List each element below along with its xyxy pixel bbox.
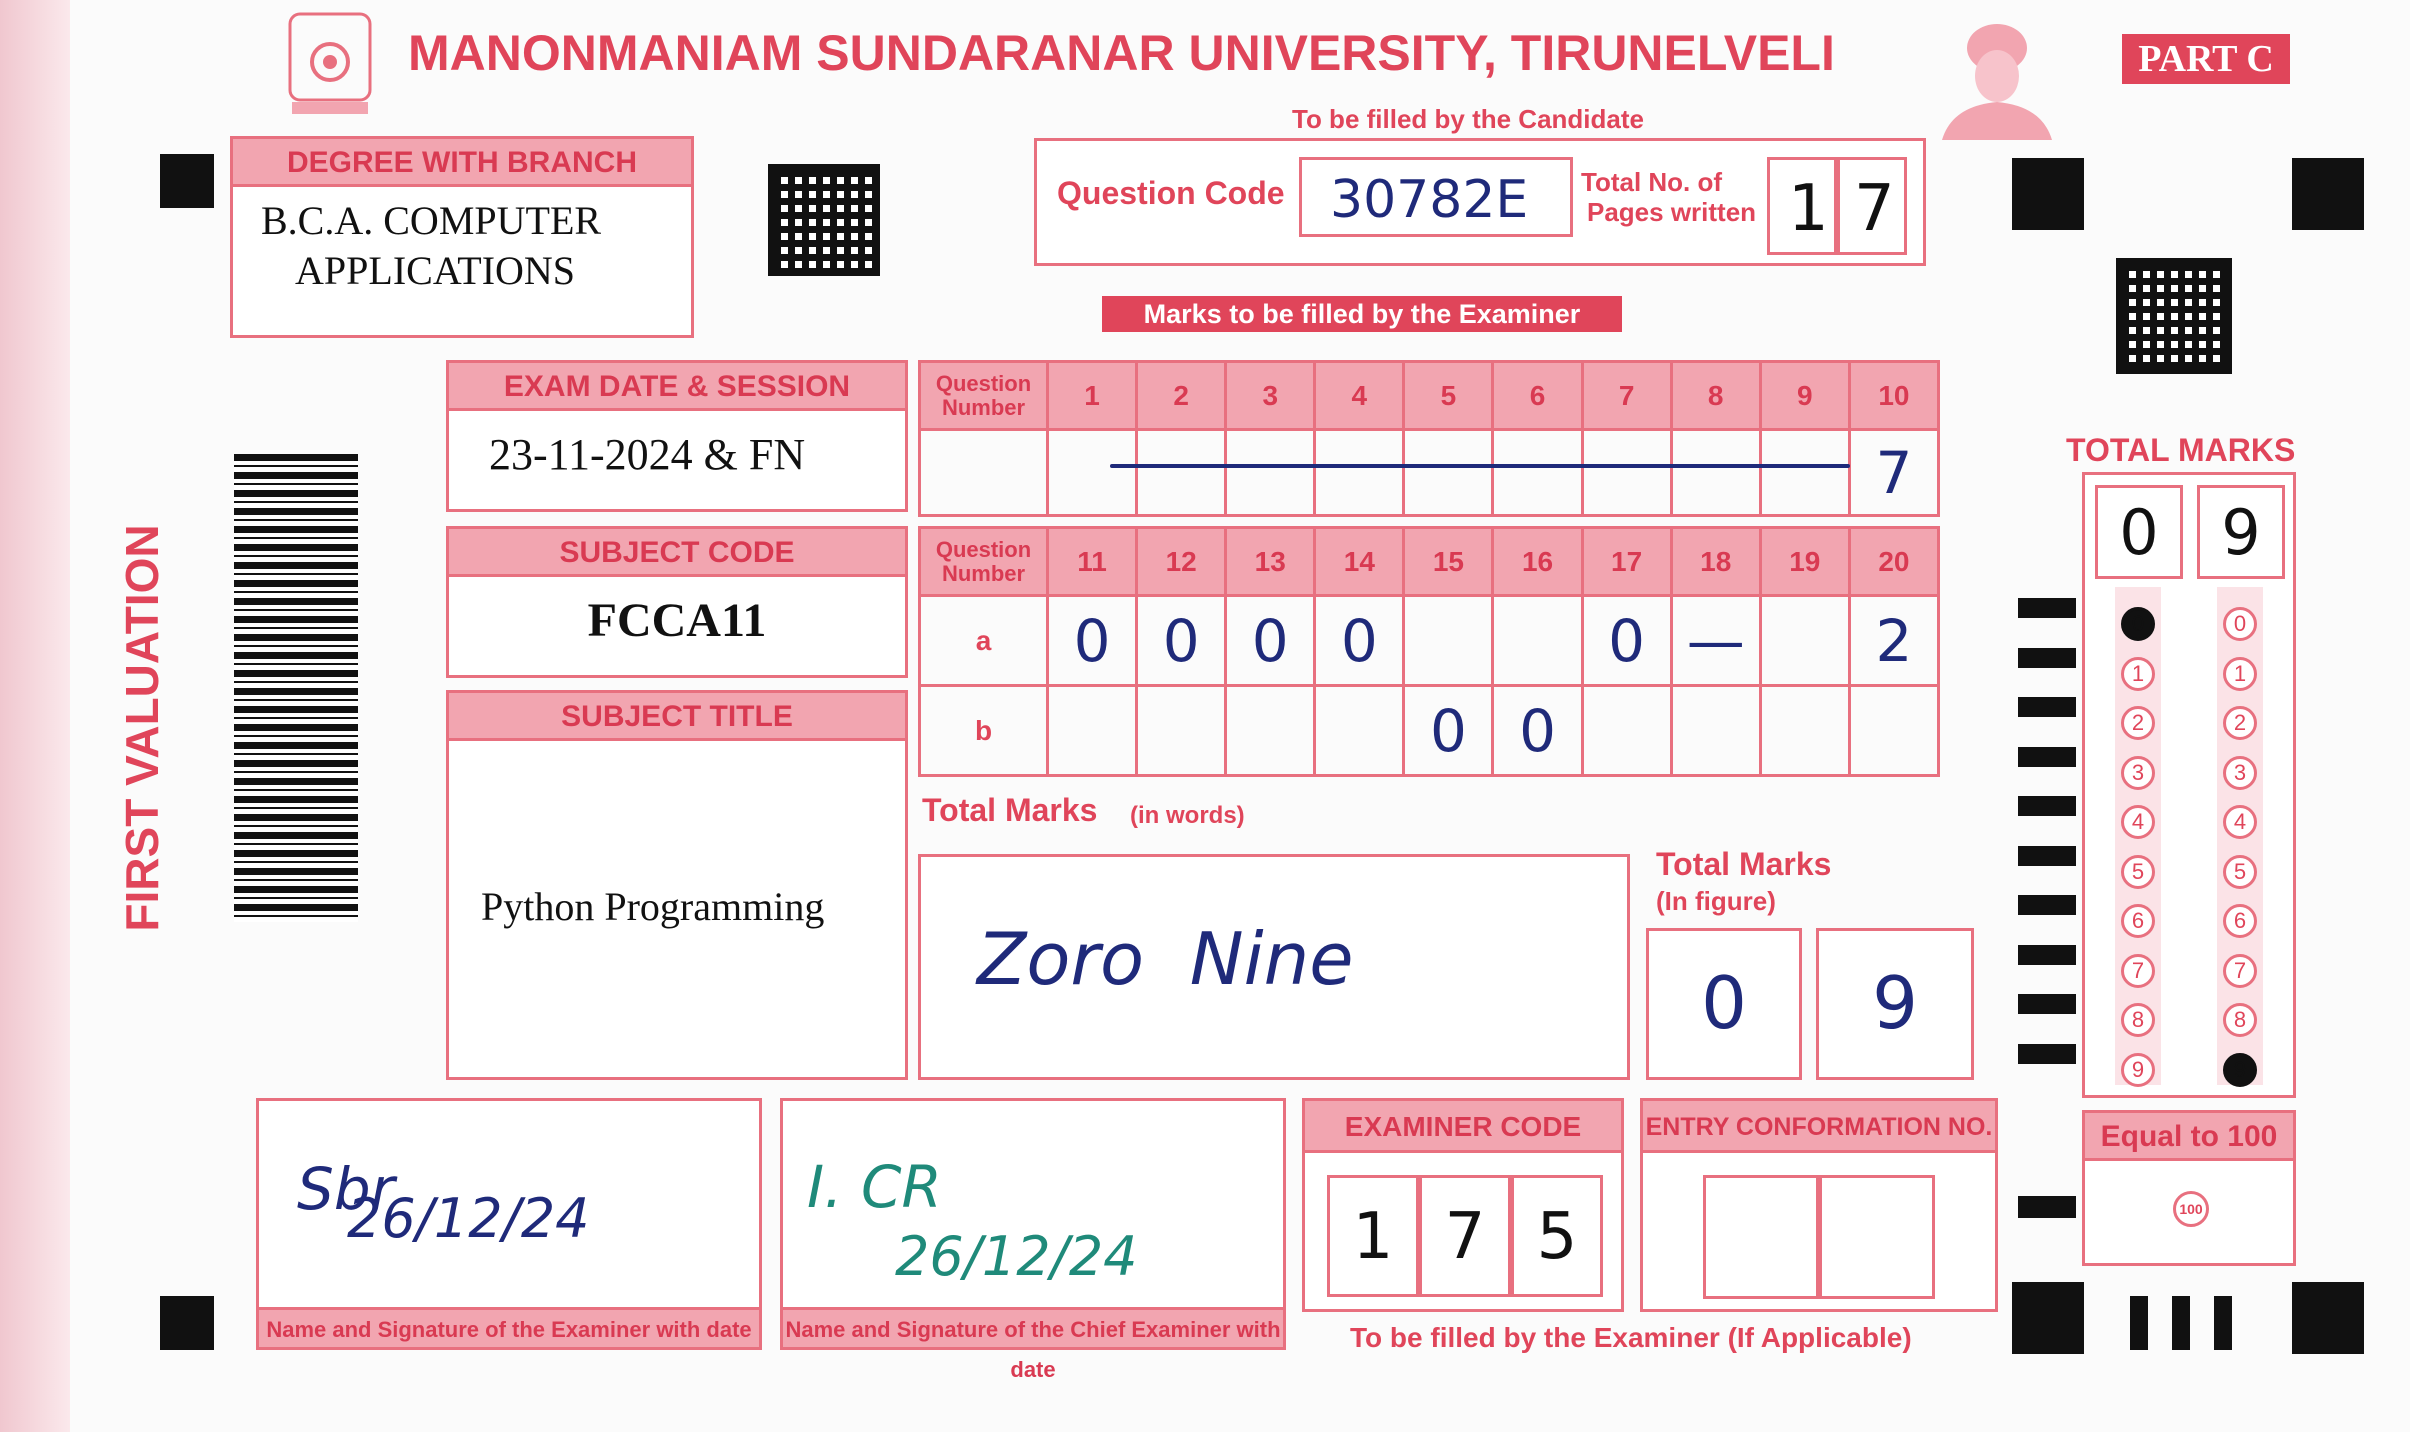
timing-mark <box>2172 1296 2190 1350</box>
examiner-banner: Marks to be filled by the Examiner <box>1102 296 1622 332</box>
digit-bubble[interactable]: 9 <box>2223 1053 2257 1087</box>
examiner-code-cell-2 <box>1419 1175 1511 1297</box>
question-number-cell: 10 <box>1849 362 1938 430</box>
equal-100-box <box>2082 1110 2296 1266</box>
pages-digit-2 <box>1837 157 1907 255</box>
digit-bubble[interactable]: 6 <box>2121 904 2155 938</box>
question-number-cell: 3 <box>1226 362 1315 430</box>
mark-cell-a[interactable]: 2 <box>1849 596 1938 686</box>
question-number-cell: 4 <box>1315 362 1404 430</box>
mark-cell[interactable] <box>1582 430 1671 516</box>
chief-date: 26/12/24 <box>895 1225 1138 1288</box>
examiner-signature-box <box>256 1098 762 1350</box>
digit-bubble[interactable]: 3 <box>2121 756 2155 790</box>
entry-conformation-label: ENTRY CONFORMATION NO. <box>1643 1101 1995 1153</box>
tm-digit1-value: 0 <box>2119 496 2159 569</box>
chief-caption: Name and Signature of the Chief Examiner with date <box>783 1307 1283 1347</box>
question-code-value: 30782E <box>1330 170 1529 230</box>
entry-conf-cell-1[interactable] <box>1703 1175 1819 1299</box>
marks-grid-11-20 <box>918 526 1940 777</box>
question-code-block <box>1034 138 1926 266</box>
total-figure-label: Total Marks <box>1656 846 1832 882</box>
question-number-cell: 15 <box>1404 528 1493 596</box>
timing-mark <box>2018 598 2076 618</box>
university-title: MANONMANIAM SUNDARANAR UNIVERSITY, TIRUNELVELI <box>408 25 1835 81</box>
mark-cell-b[interactable] <box>1048 686 1137 776</box>
mark-cell-b[interactable] <box>1671 686 1760 776</box>
qn-label-line1: Question <box>935 370 1032 396</box>
question-code-label: Question Code <box>1057 175 1285 211</box>
mark-cell[interactable] <box>1048 430 1137 516</box>
timing-mark <box>2018 945 2076 965</box>
question-number-cell: 9 <box>1760 362 1849 430</box>
total-marks-panel-label: TOTAL MARKS <box>2066 432 2296 468</box>
entry-conf-cell-2[interactable] <box>1819 1175 1935 1299</box>
examiner-code-d1: 1 <box>1352 1200 1394 1274</box>
digit-bubble[interactable]: 3 <box>2223 756 2257 790</box>
mark-cell-b[interactable] <box>1137 686 1226 776</box>
question-number-cell: 18 <box>1671 528 1760 596</box>
question-number-cell: 5 <box>1404 362 1493 430</box>
candidate-note: To be filled by the Candidate <box>1292 104 1644 134</box>
mark-cell-a[interactable]: 0 <box>1048 596 1137 686</box>
digit-bubble[interactable]: 1 <box>2121 657 2155 691</box>
timing-mark <box>2130 1296 2148 1350</box>
mark-cell[interactable] <box>1226 430 1315 516</box>
qr-code <box>2116 258 2232 374</box>
degree-line2: APPLICATIONS <box>295 248 576 293</box>
mark-cell[interactable] <box>1137 430 1226 516</box>
timing-mark <box>2018 648 2076 668</box>
digit-bubble[interactable]: 7 <box>2121 954 2155 988</box>
total-words-label: Total Marks <box>922 792 1098 828</box>
chief-signature-box <box>780 1098 1286 1382</box>
timing-mark <box>2018 994 2076 1014</box>
digit-bubble[interactable]: 9 <box>2121 1053 2155 1087</box>
mark-cell-a[interactable]: 0 <box>1315 596 1404 686</box>
mark-cell-a[interactable]: — <box>1671 596 1760 686</box>
degree-label: DEGREE WITH BRANCH <box>233 139 691 187</box>
question-number-cell: 8 <box>1671 362 1760 430</box>
row-b-label: b <box>920 686 1048 776</box>
mark-cell-b[interactable] <box>1315 686 1404 776</box>
bubble-100[interactable]: 100 <box>2173 1191 2209 1227</box>
registration-mark <box>2292 1282 2364 1354</box>
digit-bubble[interactable]: 6 <box>2223 904 2257 938</box>
timing-mark <box>2018 895 2076 915</box>
mark-cell-b[interactable] <box>1760 686 1849 776</box>
pages-label-1: Total No. of <box>1581 167 1723 197</box>
chief-name: I. CR <box>807 1153 942 1221</box>
examiner-date: 26/12/24 <box>347 1187 590 1250</box>
digit-bubble[interactable]: 4 <box>2121 805 2155 839</box>
equal-100-label: Equal to 100 <box>2085 1113 2293 1161</box>
registration-mark <box>160 1296 214 1350</box>
blank-cell <box>920 430 1048 516</box>
digit-bubble[interactable]: 1 <box>2223 657 2257 691</box>
subject-code-value: FCCA11 <box>587 594 767 647</box>
question-number-cell: 6 <box>1493 362 1582 430</box>
question-number-cell: 1 <box>1048 362 1137 430</box>
strike-line <box>1110 464 1850 468</box>
mark-cell-b[interactable]: 0 <box>1404 686 1493 776</box>
question-number-cell: 13 <box>1226 528 1315 596</box>
subject-title-box <box>446 690 908 1080</box>
digit-bubble[interactable]: 8 <box>2121 1003 2155 1037</box>
left-edge-strip <box>0 0 70 1432</box>
digit-bubble[interactable]: 7 <box>2223 954 2257 988</box>
registration-mark <box>160 154 214 208</box>
total-figure-digit1 <box>1646 928 1802 1080</box>
total-figure-digit2-value: 9 <box>1872 961 1918 1045</box>
pages-digit-2-value: 7 <box>1854 172 1895 246</box>
mark-cell-a[interactable] <box>1404 596 1493 686</box>
total-words-field <box>918 854 1630 1080</box>
question-number-cell: 20 <box>1849 528 1938 596</box>
timing-mark <box>2214 1296 2232 1350</box>
timing-mark <box>2018 747 2076 767</box>
tm-digit2-value: 9 <box>2221 496 2261 569</box>
question-number-cell: 11 <box>1048 528 1137 596</box>
subject-code-box <box>446 526 908 678</box>
digit-bubble[interactable]: 0 <box>2223 607 2257 641</box>
mark-cell[interactable] <box>1404 430 1493 516</box>
question-number-cell: 2 <box>1137 362 1226 430</box>
qn-label-line2: Number <box>941 560 1026 586</box>
registration-mark <box>2012 1282 2084 1354</box>
total-figure-digit1-value: 0 <box>1701 961 1747 1045</box>
mark-cell[interactable] <box>1493 430 1582 516</box>
registration-mark <box>2012 158 2084 230</box>
mark-cell-a[interactable] <box>1493 596 1582 686</box>
pages-digit-1-value: 1 <box>1788 172 1829 246</box>
question-number-cell: 7 <box>1582 362 1671 430</box>
question-number-cell: 14 <box>1315 528 1404 596</box>
exam-date-value: 23-11-2024 & FN <box>489 430 806 479</box>
qn-label-line1: Question <box>935 536 1032 562</box>
timing-mark <box>2018 697 2076 717</box>
total-figure-digit2 <box>1816 928 1974 1080</box>
founder-portrait <box>1932 14 2062 140</box>
mark-cell[interactable] <box>1671 430 1760 516</box>
first-valuation-label: FIRST VALUATION <box>116 524 168 932</box>
qn-label <box>920 362 1048 430</box>
mark-cell-a[interactable]: 0 <box>1582 596 1671 686</box>
examiner-code-cell-1 <box>1327 1175 1419 1297</box>
mark-cell-a[interactable] <box>1760 596 1849 686</box>
timing-mark <box>2018 796 2076 816</box>
university-logo <box>282 10 378 118</box>
mark-cell-a[interactable]: 0 <box>1137 596 1226 686</box>
total-words-sub: (in words) <box>1130 802 1245 829</box>
timing-mark <box>2018 1044 2076 1064</box>
mark-cell[interactable] <box>1315 430 1404 516</box>
exam-date-label: EXAM DATE & SESSION <box>449 363 905 411</box>
question-number-cell: 19 <box>1760 528 1849 596</box>
degree-line1: B.C.A. COMPUTER <box>261 198 602 243</box>
examiner-caption: Name and Signature of the Examiner with date <box>259 1307 759 1347</box>
examiner-code-label: EXAMINER CODE <box>1305 1101 1621 1153</box>
subject-code-label: SUBJECT CODE <box>449 529 905 577</box>
total-marks-panel <box>2082 472 2296 1098</box>
mark-cell-b[interactable]: 0 <box>1493 686 1582 776</box>
pages-label-2: Pages written <box>1587 197 1757 227</box>
barcode <box>234 454 358 922</box>
total-words-value: Zoro Nine <box>977 917 1354 1001</box>
timing-mark <box>2018 846 2076 866</box>
examiner-initials: Sbr <box>297 1155 395 1223</box>
mark-cell[interactable] <box>1760 430 1849 516</box>
tm-digit1-box <box>2095 485 2183 579</box>
question-number-cell: 17 <box>1582 528 1671 596</box>
total-figure-sub: (In figure) <box>1656 886 1776 916</box>
qn-label-line2: Number <box>941 394 1026 420</box>
pages-digit-1 <box>1767 157 1837 255</box>
digit-bubble[interactable]: 5 <box>2121 855 2155 889</box>
qn-label <box>920 528 1048 596</box>
digit-bubble[interactable]: 0 <box>2121 607 2155 641</box>
timing-mark <box>2018 1196 2076 1218</box>
degree-box <box>230 136 694 338</box>
digit-bubble[interactable]: 5 <box>2223 855 2257 889</box>
question-code-field <box>1299 157 1573 237</box>
qr-code <box>768 164 880 276</box>
examiner-code-cell-3 <box>1511 1175 1603 1297</box>
digit-bubble[interactable]: 4 <box>2223 805 2257 839</box>
mark-cell-b[interactable] <box>1582 686 1671 776</box>
digit-bubble[interactable]: 8 <box>2223 1003 2257 1037</box>
mark-cell-b[interactable] <box>1849 686 1938 776</box>
examiner-code-d2: 7 <box>1444 1200 1486 1274</box>
entry-conformation-box <box>1640 1098 1998 1312</box>
mark-cell-b[interactable] <box>1226 686 1315 776</box>
examiner-code-d3: 5 <box>1536 1200 1578 1274</box>
marks-grid-1-10 <box>918 360 1940 517</box>
question-number-cell: 12 <box>1137 528 1226 596</box>
exam-date-box <box>446 360 908 512</box>
registration-mark <box>2292 158 2364 230</box>
mark-cell-a[interactable]: 0 <box>1226 596 1315 686</box>
question-number-cell: 16 <box>1493 528 1582 596</box>
digit-bubble[interactable]: 2 <box>2223 706 2257 740</box>
examiner-code-box <box>1302 1098 1624 1312</box>
row-a-label: a <box>920 596 1048 686</box>
digit-bubble[interactable]: 2 <box>2121 706 2155 740</box>
mark-cell[interactable]: 7 <box>1849 430 1938 516</box>
tm-digit2-box <box>2197 485 2285 579</box>
subject-title-label: SUBJECT TITLE <box>449 693 905 741</box>
footer-note: To be filled by the Examiner (If Applicable) <box>1350 1322 1912 1353</box>
part-badge: PART C <box>2122 34 2290 84</box>
subject-title-value: Python Programming <box>481 884 825 929</box>
